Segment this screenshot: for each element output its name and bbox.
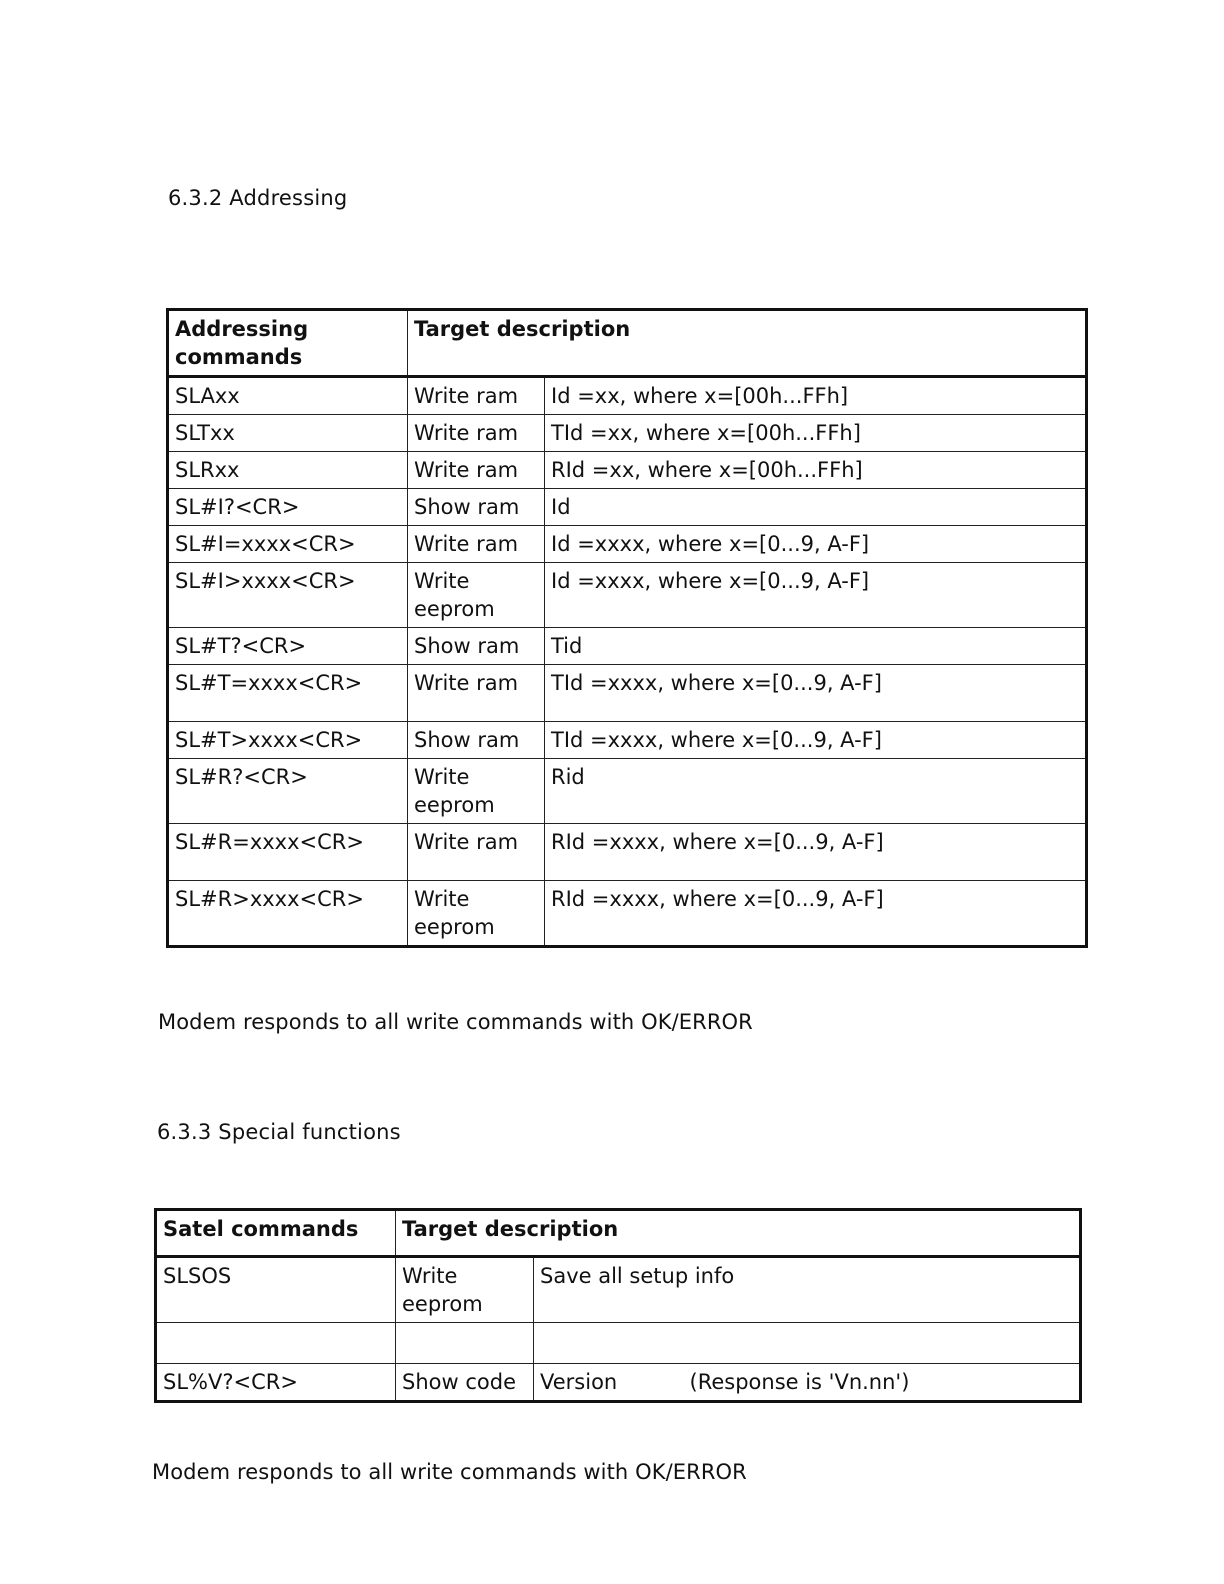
action-cell: Write eeprom: [408, 563, 545, 628]
description-cell: Id =xxxx, where x=[0...9, A-F]: [545, 563, 1087, 628]
action-cell: Write eeprom: [408, 881, 545, 947]
table-row: [168, 881, 1087, 947]
command-cell: SL#R=xxxx<CR>: [168, 824, 408, 881]
header-commands: Addressing commands: [168, 310, 408, 377]
write-response-note: Modem responds to all write commands with OK/ERROR: [158, 1010, 753, 1034]
table-row: [168, 526, 1087, 563]
command-cell: SL#I>xxxx<CR>: [168, 563, 408, 628]
command-cell: SL%V?<CR>: [156, 1364, 396, 1402]
addressing-table: [166, 308, 1088, 948]
command-cell: SLRxx: [168, 452, 408, 489]
description-cell: Save all setup info: [534, 1257, 1081, 1323]
command-cell: SL#R>xxxx<CR>: [168, 881, 408, 947]
description-cell: Rid: [545, 759, 1087, 824]
action-cell: Write ram: [408, 452, 545, 489]
description-cell: TId =xx, where x=[00h...FFh]: [545, 415, 1087, 452]
command-cell: SL#R?<CR>: [168, 759, 408, 824]
action-cell: Write ram: [408, 665, 545, 722]
table-row: [156, 1364, 1081, 1402]
table-row: [168, 665, 1087, 722]
action-cell: Write ram: [408, 377, 545, 415]
description-cell: Id =xx, where x=[00h...FFh]: [545, 377, 1087, 415]
command-cell: SL#T?<CR>: [168, 628, 408, 665]
action-cell: Show ram: [408, 489, 545, 526]
table-header-row: [168, 310, 1087, 377]
action-cell: Write eeprom: [408, 759, 545, 824]
command-cell: SL#T>xxxx<CR>: [168, 722, 408, 759]
action-cell: Write ram: [408, 824, 545, 881]
header-satel-commands: Satel commands: [156, 1210, 396, 1257]
description-cell: TId =xxxx, where x=[0...9, A-F]: [545, 665, 1087, 722]
special-functions-table: [154, 1208, 1082, 1403]
header-target-description: Target description: [408, 310, 1087, 377]
action-cell: Show ram: [408, 628, 545, 665]
command-cell: SL#T=xxxx<CR>: [168, 665, 408, 722]
section-heading-special-functions: 6.3.3 Special functions: [157, 1120, 401, 1144]
table-row: [168, 759, 1087, 824]
action-cell: Show code: [396, 1364, 534, 1402]
table-row: [168, 722, 1087, 759]
description-cell: [534, 1323, 1081, 1364]
table-row: [168, 377, 1087, 415]
table-row: [168, 489, 1087, 526]
table-row: [168, 628, 1087, 665]
table-header-row: [156, 1210, 1081, 1257]
table-row: [168, 452, 1087, 489]
header-target-description: Target description: [396, 1210, 1081, 1257]
table-row: [168, 824, 1087, 881]
command-cell: SLAxx: [168, 377, 408, 415]
description-cell: RId =xxxx, where x=[0...9, A-F]: [545, 824, 1087, 881]
description-cell: RId =xx, where x=[00h...FFh]: [545, 452, 1087, 489]
description-cell: RId =xxxx, where x=[0...9, A-F]: [545, 881, 1087, 947]
table-row: [168, 563, 1087, 628]
command-cell: SL#I?<CR>: [168, 489, 408, 526]
command-cell: SLSOS: [156, 1257, 396, 1323]
table-row: [156, 1323, 1081, 1364]
table-row: [156, 1257, 1081, 1323]
description-cell: Id =xxxx, where x=[0...9, A-F]: [545, 526, 1087, 563]
description-cell: Version: [534, 1364, 684, 1402]
action-cell: [396, 1323, 534, 1364]
description-cell: Id: [545, 489, 1087, 526]
response-cell: (Response is 'Vn.nn'): [684, 1364, 1081, 1402]
command-cell: SL#I=xxxx<CR>: [168, 526, 408, 563]
action-cell: Write ram: [408, 526, 545, 563]
section-heading-addressing: 6.3.2 Addressing: [168, 186, 348, 210]
description-cell: TId =xxxx, where x=[0...9, A-F]: [545, 722, 1087, 759]
command-cell: SLTxx: [168, 415, 408, 452]
command-cell: [156, 1323, 396, 1364]
action-cell: Write eeprom: [396, 1257, 534, 1323]
write-response-note: Modem responds to all write commands with OK/ERROR: [152, 1460, 747, 1484]
action-cell: Write ram: [408, 415, 545, 452]
table-row: [168, 415, 1087, 452]
description-cell: Tid: [545, 628, 1087, 665]
action-cell: Show ram: [408, 722, 545, 759]
